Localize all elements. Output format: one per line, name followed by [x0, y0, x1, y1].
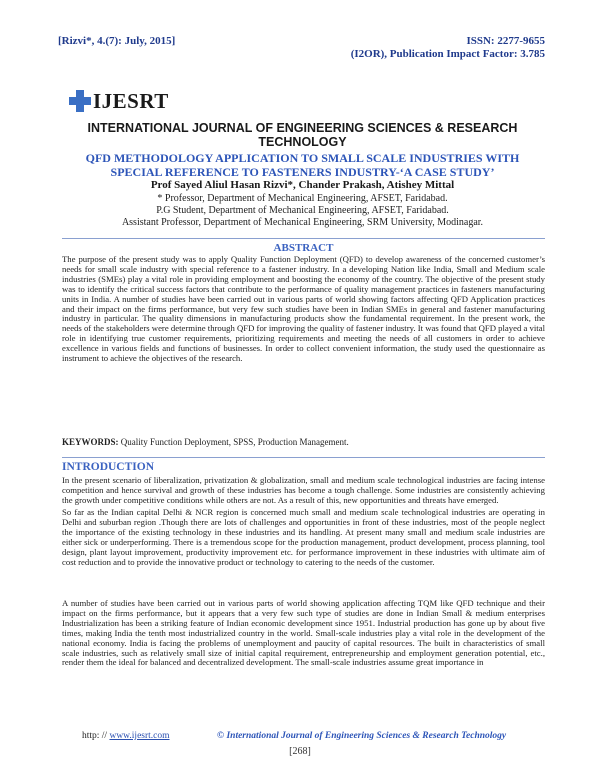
abstract-heading: ABSTRACT: [273, 242, 334, 254]
intro-paragraph-1: In the present scenario of liberalization, privatization & globalization, small and medium scale technological industries are facing intense competition and hence survival and growth of these industries has become a tough challenge. Some industries are consistently achieving the growth under competitive conditions while others are not. As a result of this, new opportunities and threats have emerged.: [62, 475, 545, 505]
footer-http: http: //: [82, 731, 110, 741]
running-header: [58, 35, 545, 65]
keywords: [62, 437, 545, 447]
intro-paragraph-2: So far as the Indian capital Delhi & NCR region is concerned much small and medium scale technological industries are operating in Delhi and suburban region .Though there are lots of challenges and opportunities in front of these industries, most of the people neglect the importance of the existing technology in these industries and its handling. At present many small and medium scale industries are either sick or underperforming. There is a tremendous scope for the production management, product development, process planning, tool design, plant layout improvement, productivity improvement etc. for performance improvement in these industries with ultimate aim of cost reduction and to provide the innovative product or technology to catering to the needs of the customer.: [62, 507, 545, 567]
footer-copyright: © International Journal of Engineering Sciences & Research Technology: [217, 731, 507, 741]
logo-text: IJESRT: [93, 88, 169, 113]
journal-title: INTERNATIONAL JOURNAL OF ENGINEERING SCIENCES & RESEARCH TECHNOLOGY: [87, 121, 518, 149]
page-number: [268]: [289, 746, 311, 757]
paper-title: QFD METHODOLOGY APPLICATION TO SMALL SCALE INDUSTRIES WITH SPECIAL REFERENCE TO FASTENERS INDUSTRY-‘A CASE STUDY’: [85, 151, 520, 179]
divider: [62, 457, 545, 458]
affiliation-3: Assistant Professor, Department of Mechanical Engineering, SRM University, Modinagar.: [121, 217, 484, 228]
header-citation: [Rizvi*, 4.(7): July, 2015]: [58, 35, 176, 47]
header-issn: ISSN: 2277-9655: [466, 35, 545, 47]
plus-icon: [69, 90, 91, 112]
keywords-text: Quality Function Deployment, SPSS, Production Management.: [118, 437, 349, 447]
abstract-text: The purpose of the present study was to apply Quality Function Deployment (QFD) to develop awareness of the concerned customer’s needs for small scale industry with special reference to a fastener industry. In a developing Nation like India, Small and Medium scale industries (SMEs) play a vital role in providing employment and boosting the economy of the country. The objective of the present study was to identify the critical success factors that contribute to the performance of quality management practices in fasteners manufacturing units in India. A number of studies have been carried out in various parts of world showing factors affecting QFD Application practices and their impact on the firms performance, but very few such studies have been in Indian SMEs in general and fastener manufacturing industry in particular. The quality dimensions in manufacturing products show the fundamental requirement. In the present work, the needs of the stakeholders were determine through QFD for improving the quality of fastener industry. It was found that QFD played a vital role in identifying true customer requirements, prioritizing requirements and meeting the needs of all customers in order to achieve excellence in various fields and functions of businesses. In order to collect convenient information, the study used the questionnaire as instrument to achieve the objectives of the research.: [62, 254, 545, 364]
footer-url-link[interactable]: www.ijesrt.com: [109, 731, 170, 741]
journal-logo: [69, 89, 169, 113]
header-impact-factor: (I2OR), Publication Impact Factor: 3.785: [350, 48, 545, 60]
page-footer: [82, 731, 540, 741]
keywords-label: KEYWORDS:: [62, 437, 119, 447]
divider: [62, 238, 545, 239]
affiliation-2: P.G Student, Department of Mechanical Engineering, AFSET, Faridabad.: [156, 205, 449, 216]
affiliation-1: * Professor, Department of Mechanical Engineering, AFSET, Faridabad.: [157, 193, 448, 204]
introduction-heading: INTRODUCTION: [62, 461, 155, 473]
intro-paragraph-3: A number of studies have been carried out in various parts of world showing application affecting TQM like QFD technique and their impact on the firms performance, but it appears that a very few such type of studies are done in Indian Small & medium enterprises Industrialization has been a striking feature of Indian economic development since 1951. Industrial production has gone up by about five times, making India the tenth most industrialized country in the world. Small-scale industries play a vital role in the development of the national economy. India is facing the problems of unemployment and paucity of capital resources. The built in characteristics of small scale industries, such as relatively small size of initial capital requirement, entrepreneurship and employment generation potential, etc., render them the ideal for balanced and decentralized development. The small-scale industries assume great importance in: [62, 598, 545, 668]
author-list: Prof Sayed Aliul Hasan Rizvi*, Chander Prakash, Atishey Mittal: [150, 179, 455, 191]
